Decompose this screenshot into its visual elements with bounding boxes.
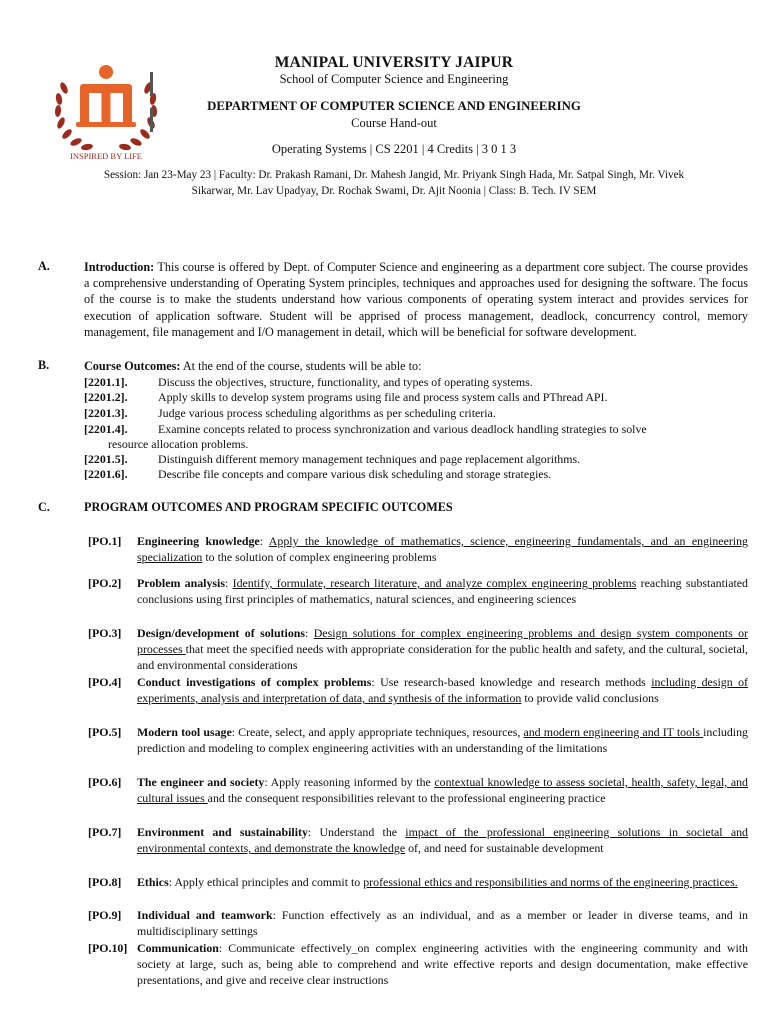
outcome-code: [2201.5]. <box>84 452 128 466</box>
outcome-text: Judge various process scheduling algorithms as per scheduling criteria. <box>158 406 496 420</box>
po-text: : Create, select, and apply appropriate techniques, resources, <box>231 725 524 739</box>
po-code: [PO.6] <box>88 775 122 789</box>
outcome-code: [2201.1]. <box>84 375 128 389</box>
po-text: : Function effectively as an individual, and as a member or leader in diverse teams, and in multidisciplinary settings <box>137 908 748 939</box>
po-text: : <box>305 626 314 640</box>
section-letter: A. <box>38 259 50 273</box>
session-info <box>40 168 748 199</box>
po-code: [PO.4] <box>88 675 122 689</box>
section-letter: C. <box>38 500 50 514</box>
po-underlined-text: professional ethics and responsibilities and norms of the engineering practices. <box>363 875 738 889</box>
po-title: Design/development of solutions <box>137 626 306 640</box>
po-title: Engineering knowledge <box>137 534 260 548</box>
po-text: of, and need for sustainable development <box>405 841 604 856</box>
po-text: : <box>259 534 269 548</box>
po-code: [PO.1] <box>88 534 122 548</box>
po-text: : Use research-based knowledge and research methods <box>371 675 652 689</box>
manipal-emblem-icon <box>50 58 162 162</box>
program-outcome <box>88 824 748 856</box>
outcome-text: Describe file concepts and compare various disk scheduling and storage strategies. <box>158 467 552 481</box>
po-text: and the consequent responsibilities relevant to the professional engineering practice <box>207 791 606 806</box>
po-title: Conduct investigations of complex problems <box>137 675 372 689</box>
course-outcome <box>84 452 748 468</box>
program-outcome <box>88 625 748 673</box>
po-underlined-text: impact of the professional engineering solutions in societal and environmental contexts, and demonstrate the knowledge <box>137 825 748 856</box>
program-outcome <box>88 907 748 939</box>
course-outcome <box>84 406 748 422</box>
department-name: DEPARTMENT OF COMPUTER SCIENCE AND ENGINEERING <box>207 99 581 113</box>
session-line: Session: Jan 23-May 23 | Faculty: Dr. Prakash Ramani, Dr. Mahesh Jangid, Mr. Priyank Singh Hada, Mr. Satpal Singh, Mr. Vivek <box>103 169 685 181</box>
section-intro: At the end of the course, students will be able to: <box>180 359 422 373</box>
po-text: that meet the specified needs with appropriate consideration for the public health and safety, and the cultural, societal, and environmental considerations <box>137 642 748 673</box>
program-outcome <box>88 674 748 706</box>
program-outcome <box>88 940 748 988</box>
program-outcome <box>88 774 748 806</box>
po-underlined-text: Design solutions for complex engineering problems and design system components or processes <box>137 626 748 657</box>
po-code: [PO.2] <box>88 576 122 590</box>
course-outcomes-intro <box>84 358 748 374</box>
course-outcome <box>84 422 748 438</box>
section-title: Course Outcomes: <box>84 359 181 373</box>
po-title: The engineer and society <box>137 775 265 789</box>
outcome-code: [2201.3]. <box>84 406 128 420</box>
section-title: Introduction: <box>84 260 155 274</box>
course-outcome-continuation: resource allocation problems. <box>108 437 249 451</box>
outcome-code: [2201.4]. <box>84 422 128 436</box>
po-title: Individual and teamwork <box>137 908 273 922</box>
outcome-text: Discuss the objectives, structure, functionality, and types of operating systems. <box>158 375 533 389</box>
program-outcome <box>88 575 748 607</box>
logo-divider <box>150 72 153 96</box>
po-title: Problem analysis <box>137 576 225 590</box>
po-code: [PO.5] <box>88 725 122 739</box>
po-code: [PO.7] <box>88 825 122 839</box>
po-underlined-text: including design of experiments, analysis and interpretation of data, and synthesis of the information <box>137 675 749 706</box>
program-outcome <box>88 533 748 565</box>
outcome-text: Distinguish different memory management techniques and page replacement algorithms. <box>158 452 581 466</box>
po-text: : Communicate effectively_on complex engineering activities with the engineering community and with society at large, such as, being able to comprehend and write effective reports and design documentation, make effective presentations, and give and receive clear instructions <box>137 941 748 988</box>
po-text: : <box>225 576 233 590</box>
po-underlined-text: and modern engineering and IT tools <box>523 725 704 739</box>
po-underlined-text: contextual knowledge to assess societal, health, safety, legal, and cultural issues <box>137 775 748 806</box>
po-text: including prediction and modeling to complex engineering activities with an understanding of the limitations <box>137 725 748 756</box>
po-underlined-text: Identify, formulate, research literature, and analyze complex engineering problems <box>232 576 637 590</box>
po-title: Ethics <box>137 875 169 889</box>
university-name: MANIPAL UNIVERSITY JAIPUR <box>274 54 514 71</box>
po-title: Communication <box>137 941 219 955</box>
introduction-paragraph <box>84 259 748 340</box>
outcome-text: Apply skills to develop system programs using file and process system calls and PThread API. <box>158 390 608 404</box>
outcome-code: [2201.2]. <box>84 390 128 404</box>
po-underlined-text: Apply the knowledge of mathematics, science, engineering fundamentals, and an engineering specialization <box>137 534 749 565</box>
po-text: reaching substantiated conclusions using first principles of mathematics, natural sciences, and engineering sciences <box>137 576 748 607</box>
course-line: Operating Systems | CS 2201 | 4 Credits | 3 0 1 3 <box>271 142 517 156</box>
university-logo <box>50 58 162 162</box>
po-text: : Understand the <box>307 825 406 839</box>
po-title: Environment and sustainability <box>137 825 308 839</box>
logo-divider-2 <box>150 108 153 132</box>
outcome-code: [2201.6]. <box>84 467 128 481</box>
po-text: to the solution of complex engineering problems <box>202 550 437 565</box>
course-outcome <box>84 390 748 406</box>
po-code: [PO.3] <box>88 626 122 640</box>
section-letter: B. <box>38 358 50 372</box>
po-code: [PO.8] <box>88 875 122 889</box>
po-code: [PO.10] <box>88 941 128 955</box>
course-outcome <box>84 467 748 483</box>
session-line: Sikarwar, Mr. Lav Upadyay, Dr. Rochak Swami, Dr. Ajit Noonia | Class: B. Tech. IV SEM <box>191 184 597 197</box>
section-heading: PROGRAM OUTCOMES AND PROGRAM SPECIFIC OUTCOMES <box>84 500 453 514</box>
po-code: [PO.9] <box>88 908 122 922</box>
introduction-text: This course is offered by Dept. of Computer Science and engineering as a department core subject. The course provides a comprehensive understanding of Operating System principles, techniques and approaches used for designing the software. The focus of the course is to make the students understand how various components of operating system interact and provides services for execution of application software. Student will be apprised of process management, deadlock, concurrency control, memory management, file management and I/O management in detail, which will be beneficial for software development. <box>84 260 748 339</box>
po-text: : Apply ethical principles and commit to <box>168 875 364 889</box>
program-outcome <box>88 874 748 890</box>
school-name: School of Computer Science and Engineering <box>279 72 509 86</box>
document-type: Course Hand-out <box>351 116 437 130</box>
po-text: : Apply reasoning informed by the <box>264 775 435 789</box>
po-title: Modern tool usage <box>137 725 232 739</box>
logo-motto: INSPIRED BY LIFE <box>70 151 142 161</box>
outcome-text: Examine concepts related to process synchronization and various deadlock handling strategies to solve <box>158 422 647 436</box>
program-outcome <box>88 724 748 756</box>
po-text: to provide valid conclusions <box>521 691 659 706</box>
course-outcome <box>84 375 748 391</box>
